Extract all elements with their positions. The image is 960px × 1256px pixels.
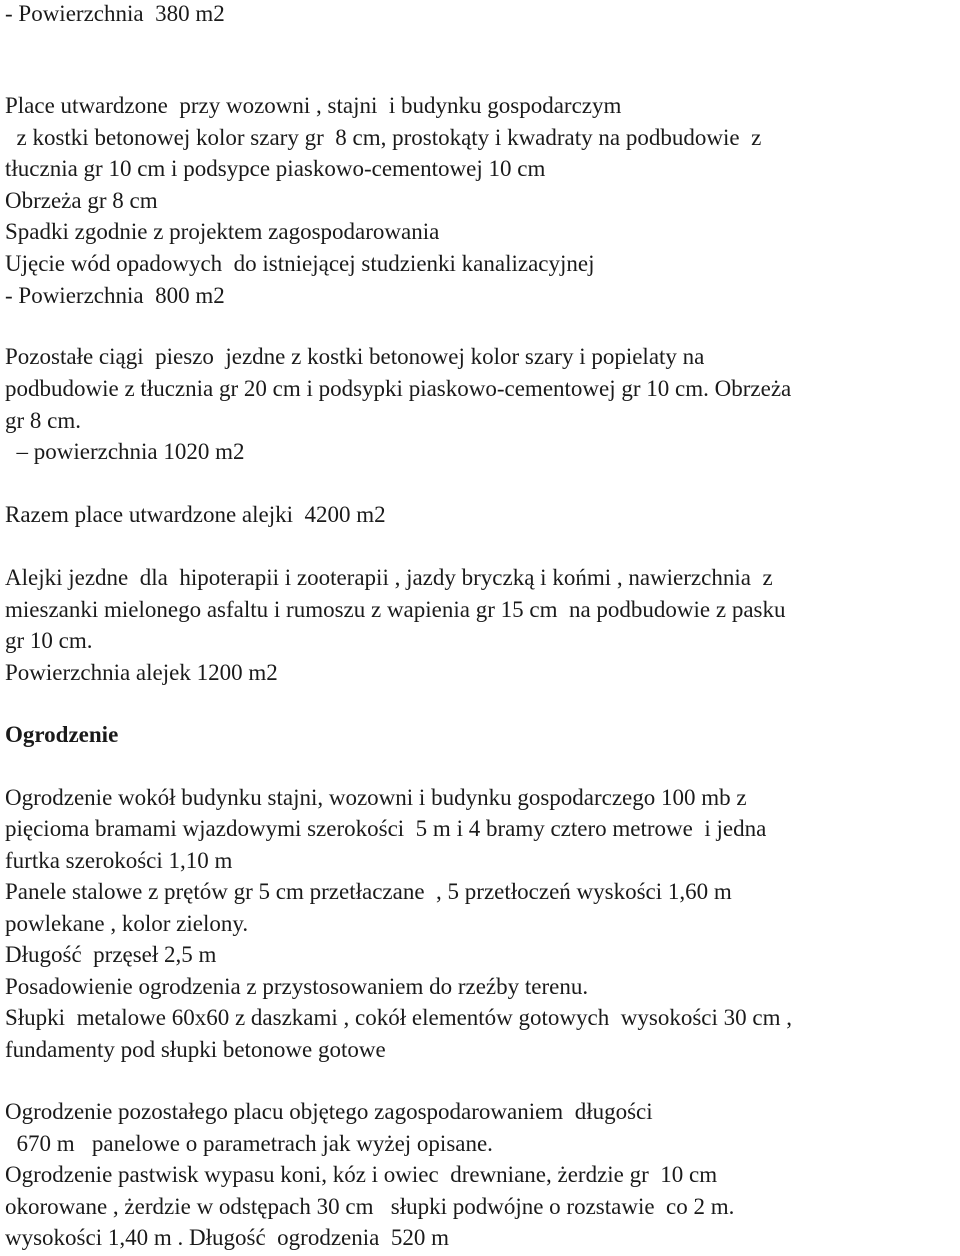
text-line: z kostki betonowej kolor szary gr 8 cm, prostokąty i kwadraty na podbudowie z	[5, 125, 762, 150]
text-line: mieszanki mielonego asfaltu i rumoszu z wapienia gr 15 cm na podbudowie z pasku	[5, 597, 786, 622]
text-line: Ogrodzenie wokół budynku stajni, wozowni i budynku gospodarczego 100 mb z	[5, 785, 747, 810]
text-line: – powierzchnia 1020 m2	[5, 439, 245, 464]
text-line: Alejki jezdne dla hipoterapii i zooterapii , jazdy bryczką i końmi , nawierzchnia z	[5, 565, 773, 590]
text-line: gr 8 cm.	[5, 408, 82, 433]
text-line: pięcioma bramami wjazdowymi szerokości 5 m i 4 bramy cztero metrowe i jedna	[5, 816, 767, 841]
text-line: wysokości 1,40 m . Długość ogrodzenia 520 m	[5, 1225, 449, 1250]
text-line: Posadowienie ogrodzenia z przystosowaniem do rzeźby terenu.	[5, 974, 589, 999]
text-line: Powierzchnia alejek 1200 m2	[5, 660, 278, 685]
text-line: fundamenty pod słupki betonowe gotowe	[5, 1037, 386, 1062]
text-line: 670 m panelowe o parametrach jak wyżej opisane.	[5, 1131, 493, 1156]
section-heading: Ogrodzenie	[5, 722, 119, 747]
text-line: Ogrodzenie pozostałego placu objętego zagospodarowaniem długości	[5, 1099, 653, 1124]
text-line: Razem place utwardzone alejki 4200 m2	[5, 502, 386, 527]
text-line: Słupki metalowe 60x60 z daszkami , cokół elementów gotowych wysokości 30 cm ,	[5, 1005, 792, 1030]
text-line: tłucznia gr 10 cm i podsypce piaskowo-cementowej 10 cm	[5, 156, 546, 181]
text-line: Długość przęseł 2,5 m	[5, 942, 217, 967]
text-line: Panele stalowe z prętów gr 5 cm przetłaczane , 5 przetłoczeń wyskości 1,60 m	[5, 879, 732, 904]
text-line: powlekane , kolor zielony.	[5, 911, 249, 936]
text-line: Place utwardzone przy wozowni , stajni i budynku gospodarczym	[5, 93, 622, 118]
text-line: Pozostałe ciągi pieszo jezdne z kostki betonowej kolor szary i popielaty na	[5, 344, 705, 369]
text-line: Ujęcie wód opadowych do istniejącej studzienki kanalizacyjnej	[5, 251, 595, 276]
text-line: - Powierzchnia 380 m2	[5, 1, 225, 26]
text-line: furtka szerokości 1,10 m	[5, 848, 233, 873]
text-line: Ogrodzenie pastwisk wypasu koni, kóz i owiec drewniane, żerdzie gr 10 cm	[5, 1162, 718, 1187]
text-line: - Powierzchnia 800 m2	[5, 283, 225, 308]
text-line: Obrzeża gr 8 cm	[5, 188, 158, 213]
text-line: gr 10 cm.	[5, 628, 93, 653]
text-line: Spadki zgodnie z projektem zagospodarowania	[5, 219, 440, 244]
text-line: podbudowie z tłucznia gr 20 cm i podsypki piaskowo-cementowej gr 10 cm. Obrzeża	[5, 376, 792, 401]
text-line: okorowane , żerdzie w odstępach 30 cm słupki podwójne o rozstawie co 2 m.	[5, 1194, 735, 1219]
